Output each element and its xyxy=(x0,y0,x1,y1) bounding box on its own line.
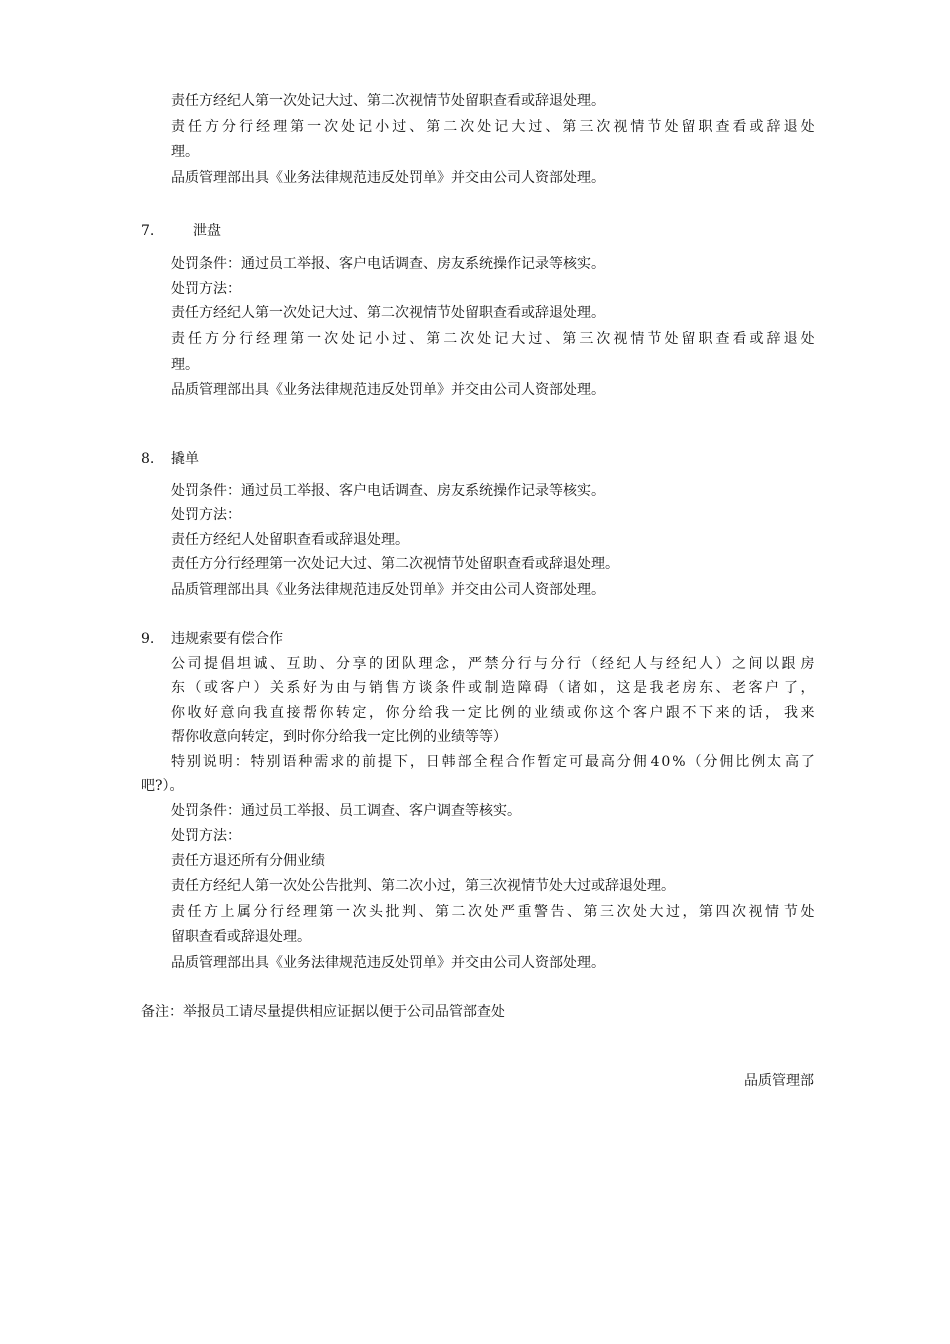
section-heading-7 xyxy=(141,221,221,241)
paragraph-line: 理。 xyxy=(171,144,199,160)
paragraph-line: 东 （ 或 客 户 ） 关 系 好 为 由 与 销 售 方 谈 条 件 或 制 造 障 碍 （ 诸 如 ， 这 是 我 老 房 东 、 老 客 户 了 ， xyxy=(171,680,815,696)
section-heading-8 xyxy=(141,449,199,469)
paragraph-line: 责 任 方 上 属 分 行 经 理 第 一 次 头 批 判 、 第 二 次 处 严 重 警 告 、 第 三 次 处 大 过 ， 第 四 次 视 情 节 处 xyxy=(171,904,815,920)
section-title: 泄盘 xyxy=(193,223,221,239)
paragraph-line: 责任方分行经理第一次处记大过、第二次视情节处留职查看或辞退处理。 xyxy=(171,556,619,572)
section-number: 7. xyxy=(141,223,155,239)
penalty-condition: 处罚条件：通过员工举报、员工调查、客户调查等核实。 xyxy=(171,803,521,819)
paragraph-line: 留职查看或辞退处理。 xyxy=(171,929,311,945)
special-note-line: 吧?）。 xyxy=(141,778,184,794)
paragraph-line: 责任方经纪人第一次处公告批判、第二次小过，第三次视情节处大过或辞退处理。 xyxy=(171,878,675,894)
paragraph-line: 责任方经纪人第一次处记大过、第二次视情节处留职查看或辞退处理。 xyxy=(171,305,605,321)
paragraph-line: 责任方经纪人处留职查看或辞退处理。 xyxy=(171,532,409,548)
remark: 备注：举报员工请尽量提供相应证据以便于公司品管部查处 xyxy=(141,1004,505,1020)
penalty-method-label: 处罚方法： xyxy=(171,507,241,523)
penalty-condition: 处罚条件：通过员工举报、客户电话调查、房友系统操作记录等核实。 xyxy=(171,256,605,272)
paragraph-line: 帮你收意向转定，到时你分给我一定比例的业绩等等） xyxy=(171,729,507,745)
penalty-method-label: 处罚方法： xyxy=(171,281,241,297)
section-number: 9. xyxy=(141,631,155,647)
paragraph-line: 责 任 方 分 行 经 理 第 一 次 处 记 小 过 、 第 二 次 处 记 大 过 、 第 三 次 视 情 节 处 留 职 查 看 或 辞 退 处 xyxy=(171,119,815,135)
penalty-method-label: 处罚方法： xyxy=(171,828,241,844)
paragraph-line: 责 任 方 分 行 经 理 第 一 次 处 记 小 过 、 第 二 次 处 记 大 过 、 第 三 次 视 情 节 处 留 职 查 看 或 辞 退 处 xyxy=(171,331,815,347)
paragraph-line: 你 收 好 意 向 我 直 接 帮 你 转 定 ， 你 分 给 我 一 定 比 例 的 业 绩 或 你 这 个 客 户 跟 不 下 来 的 话 ， 我 来 xyxy=(171,705,815,721)
special-note-line: 特 别 说 明 ： 特 别 语 种 需 求 的 前 提 下 ， 日 韩 部 全 程 合 作 暂 定 可 最 高 分 佣 4 0 % （ 分 佣 比 例 太 高 了 xyxy=(171,754,815,770)
paragraph-line: 责任方退还所有分佣业绩 xyxy=(171,853,325,869)
paragraph-line: 理。 xyxy=(171,357,199,373)
section-heading-9 xyxy=(141,629,283,649)
paragraph-line: 品质管理部出具《业务法律规范违反处罚单》并交由公司人资部处理。 xyxy=(171,170,605,186)
paragraph-line: 公 司 提 倡 坦 诚 、 互 助 、 分 享 的 团 队 理 念 ， 严 禁 分 行 与 分 行 （ 经 纪 人 与 经 纪 人 ） 之 间 以 跟 房 xyxy=(171,656,815,672)
section-number: 8. xyxy=(141,451,155,467)
section-title: 撬单 xyxy=(171,451,199,467)
paragraph-line: 责任方经纪人第一次处记大过、第二次视情节处留职查看或辞退处理。 xyxy=(171,93,605,109)
paragraph-line: 品质管理部出具《业务法律规范违反处罚单》并交由公司人资部处理。 xyxy=(171,582,605,598)
signature: 品质管理部 xyxy=(744,1073,814,1089)
paragraph-line: 品质管理部出具《业务法律规范违反处罚单》并交由公司人资部处理。 xyxy=(171,382,605,398)
paragraph-line: 品质管理部出具《业务法律规范违反处罚单》并交由公司人资部处理。 xyxy=(171,955,605,971)
penalty-condition: 处罚条件：通过员工举报、客户电话调查、房友系统操作记录等核实。 xyxy=(171,483,605,499)
section-title: 违规索要有偿合作 xyxy=(171,631,283,647)
